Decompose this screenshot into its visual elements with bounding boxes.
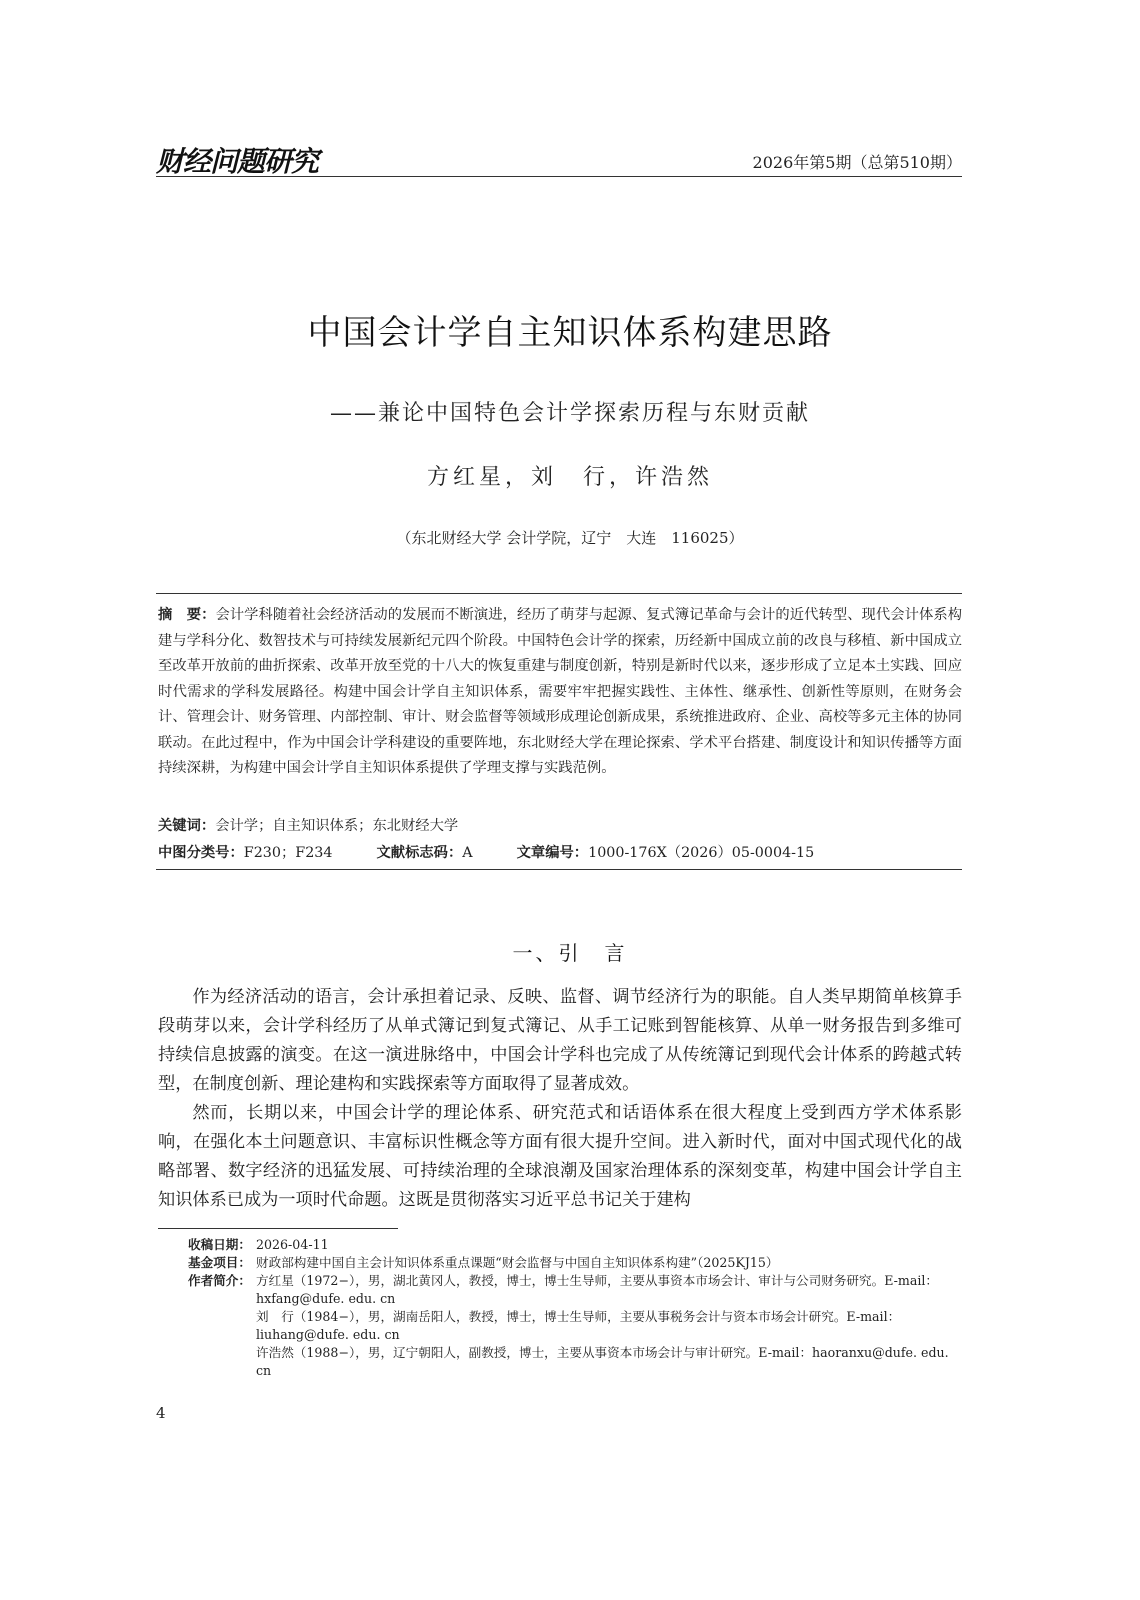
- article-subtitle: ——兼论中国特色会计学探索历程与东财贡献: [329, 401, 810, 426]
- footnote-received: [188, 1236, 964, 1254]
- article-no-value: 1000-176X（2026）05-0004-15: [588, 845, 815, 861]
- author-label: 作者简介：: [188, 1273, 251, 1288]
- abstract: [158, 603, 962, 782]
- footnote-fund: [188, 1254, 964, 1272]
- body-text: [158, 983, 962, 1215]
- keywords-text: 会计学；自主知识体系；东北财经大学: [215, 818, 459, 834]
- page-number: 4: [156, 1404, 166, 1422]
- abstract-rule-top: [156, 593, 962, 594]
- author-bios: [256, 1272, 964, 1380]
- issue-info: 2026年第5期（总第510期）: [752, 153, 962, 172]
- abstract-rule-bottom: [156, 869, 962, 870]
- author-bio: 方红星（1972−），男，湖北黄冈人，教授，博士，博士生导师，主要从事资本市场会计、审计与公司财务研究。E-mail：hxfang@dufe. edu. cn: [256, 1273, 938, 1306]
- fund-value: 财政部构建中国自主会计知识体系重点课题“财会监督与中国自主知识体系构建”（2025KJ15）: [256, 1255, 779, 1270]
- footnote-authors: [188, 1272, 964, 1380]
- article-authors: 方红星，刘 行，许浩然: [426, 465, 713, 490]
- author-bio: 许浩然（1988−），男，辽宁朝阳人，副教授，博士，主要从事资本市场会计与审计研究。E-mail：haoranxu@dufe. edu. cn: [256, 1345, 949, 1378]
- body-paragraph: 作为经济活动的语言，会计承担着记录、反映、监督、调节经济行为的职能。自人类早期简单核算手段萌芽以来，会计学科经历了从单式簿记到复式簿记、从手工记账到智能核算、从单一财务报告到多维可持续信息披露的演变。在这一演进脉络中，中国会计学科也完成了从传统簿记到现代会计体系的跨越式转型，在制度创新、理论建构和实践探索等方面取得了显著成效。: [158, 987, 962, 1094]
- keywords: [158, 815, 962, 835]
- abstract-label: 摘 要：: [158, 607, 216, 623]
- section-heading: 一、引 言: [512, 941, 628, 965]
- keywords-label: 关键词：: [158, 818, 216, 834]
- author-affiliation: （东北财经大学 会计学院，辽宁 大连 116025）: [396, 529, 744, 547]
- body-paragraph: 然而，长期以来，中国会计学的理论体系、研究范式和话语体系在很大程度上受到西方学术体系影响，在强化本土问题意识、丰富标识性概念等方面有很大提升空间。进入新时代，面对中国式现代化的战略部署、数字经济的迅猛发展、可持续治理的全球浪潮及国家治理体系的深刻变革，构建中国会计学自主知识体系已成为一项时代命题。这既是贯彻落实习近平总书记关于建构: [158, 1103, 962, 1210]
- author-bio: 刘 行（1984−），男，湖南岳阳人，教授，博士，博士生导师，主要从事税务会计与资本市场会计研究。E-mail：liuhang@dufe. edu. cn: [256, 1309, 901, 1342]
- clc-value: F230；F234: [243, 845, 333, 861]
- header-rule: [156, 176, 962, 177]
- article-title: 中国会计学自主知识体系构建思路: [307, 313, 833, 353]
- article-no-label: 文章编号：: [516, 845, 589, 861]
- footnote-rule: [158, 1228, 398, 1229]
- doc-code-label: 文献标志码：: [376, 845, 463, 861]
- journal-logo: 财经问题研究: [156, 145, 319, 178]
- doc-code-value: A: [462, 845, 473, 861]
- received-label: 收稿日期：: [188, 1237, 251, 1252]
- classification-line: [158, 842, 962, 862]
- received-value: 2026-04-11: [256, 1237, 329, 1252]
- abstract-text: 会计学科随着社会经济活动的发展而不断演进，经历了萌芽与起源、复式簿记革命与会计的近代转型、现代会计体系构建与学科分化、数智技术与可持续发展新纪元四个阶段。中国特色会计学的探索，历经新中国成立前的改良与移植、新中国成立至改革开放前的曲折探索、改革开放至党的十八大的恢复重建与制度创新，特别是新时代以来，逐步形成了立足本土实践、回应时代需求的学科发展路径。构建中国会计学自主知识体系，需要牢牢把握实践性、主体性、继承性、创新性等原则，在财务会计、管理会计、财务管理、内部控制、审计、财会监督等领域形成理论创新成果，系统推进政府、企业、高校等多元主体的协同联动。在此过程中，作为中国会计学科建设的重要阵地，东北财经大学在理论探索、学术平台搭建、制度设计和知识传播等方面持续深耕，为构建中国会计学自主知识体系提供了学理支撑与实践范例。: [158, 607, 962, 776]
- clc-label: 中图分类号：: [158, 845, 244, 861]
- footnotes: [188, 1236, 964, 1380]
- fund-label: 基金项目：: [188, 1255, 251, 1270]
